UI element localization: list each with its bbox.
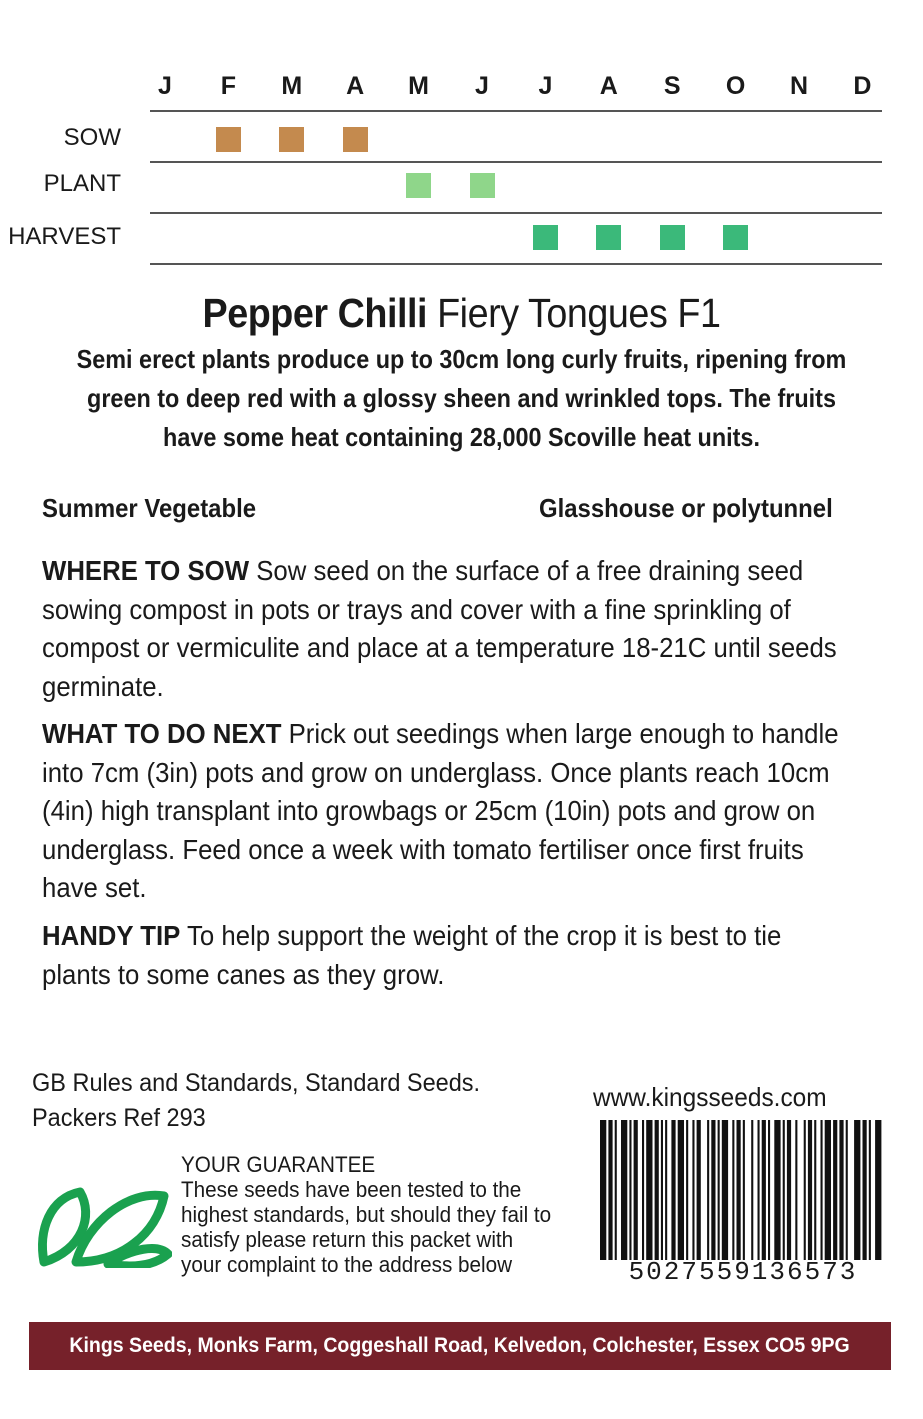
barcode-bar	[833, 1120, 837, 1260]
address-bar	[29, 1322, 891, 1370]
barcode-bar	[697, 1120, 701, 1260]
barcode-bar	[629, 1120, 631, 1260]
barcode-bar	[692, 1120, 694, 1260]
rules-and-ref	[32, 1066, 480, 1136]
what-to-do-next-text: Prick out seedings when large enough to handle into 7cm (3in) pots and grow on underglass. Once plants reach 10cm (4in) high transplant into growbags or 25cm (10in) pots and grow on underglass. Feed once a week with tomato fertiliser once first fruits have set.	[42, 718, 839, 903]
rules-line: GB Rules and Standards, Standard Seeds.	[32, 1069, 481, 1097]
guarantee-block	[181, 1152, 557, 1277]
sow-month-marker	[279, 127, 304, 152]
barcode-bar	[783, 1120, 785, 1260]
barcode-bar	[621, 1120, 627, 1260]
barcode-bar	[600, 1120, 606, 1260]
barcode-bar	[758, 1120, 760, 1260]
barcode-bar	[821, 1120, 823, 1260]
barcode-bar	[678, 1120, 684, 1260]
sow-month-marker	[216, 127, 241, 152]
month-label: S	[663, 72, 681, 100]
company-address: Kings Seeds, Monks Farm, Coggeshall Road, Kelvedon, Colchester, Essex CO5 9PG	[69, 1334, 851, 1357]
guarantee-text: These seeds have been tested to the highest standards, but should they fail to satisfy please return this packet with your complaint to the address below	[181, 1177, 552, 1277]
where-to-sow-heading: WHERE TO SOW	[42, 555, 250, 586]
calendar-row-label-plant: PLANT	[43, 170, 121, 197]
month-label: M	[281, 72, 303, 100]
barcode-bar	[743, 1120, 745, 1260]
barcode-bar	[732, 1120, 734, 1260]
barcode-bar	[869, 1120, 871, 1260]
barcode-bar	[634, 1120, 638, 1260]
month-label: F	[220, 72, 237, 100]
barcode-number: 5027559136573	[628, 1257, 858, 1287]
month-label: J	[538, 72, 553, 100]
barcode-bar	[646, 1120, 652, 1260]
where-to-sow-section	[42, 552, 852, 706]
handy-tip-heading: HANDY TIP	[42, 920, 181, 951]
what-to-do-next-section	[42, 715, 852, 908]
harvest-month-marker	[723, 225, 748, 250]
barcode-bar	[762, 1120, 766, 1260]
barcode-bar	[751, 1120, 753, 1260]
month-label: D	[853, 72, 872, 100]
handy-tip-section	[42, 917, 852, 994]
barcode-bar	[787, 1120, 791, 1260]
barcode-bar	[863, 1120, 867, 1260]
calendar-row-label-sow: SOW	[63, 124, 121, 151]
barcode-bar	[804, 1120, 806, 1260]
barcode	[596, 1120, 886, 1260]
month-label: J	[475, 72, 489, 100]
sow-month-marker	[343, 127, 368, 152]
product-variety: Fiery Tongues F1	[427, 290, 721, 336]
leaves-logo-icon	[36, 1178, 172, 1268]
harvest-month-marker	[660, 225, 685, 250]
sowing-calendar	[0, 0, 923, 280]
what-to-do-next-heading: WHAT TO DO NEXT	[42, 718, 282, 749]
barcode-bar	[671, 1120, 675, 1260]
growing-location: Glasshouse or polytunnel	[539, 493, 833, 523]
packers-ref: Packers Ref 293	[32, 1104, 206, 1132]
barcode-bar	[808, 1120, 812, 1260]
harvest-month-marker	[596, 225, 621, 250]
calendar-divider	[150, 263, 882, 265]
month-label: A	[346, 72, 365, 100]
plant-month-marker	[406, 173, 431, 198]
where-to-sow-text: Sow seed on the surface of a free draining seed sowing compost in pots or trays and cover with a fine sprinkling of compost or vermiculite and place at a temperature 18-21C until seeds germinate.	[42, 555, 837, 702]
barcode-bar	[768, 1120, 770, 1260]
barcode-bar	[774, 1120, 780, 1260]
barcode-bar	[825, 1120, 831, 1260]
month-label: J	[158, 72, 172, 100]
month-label: M	[408, 72, 429, 100]
barcode-bar	[795, 1120, 797, 1260]
website-link[interactable]: www.kingsseeds.com	[593, 1082, 827, 1112]
barcode-bar	[854, 1120, 860, 1260]
barcode-bar	[711, 1120, 715, 1260]
barcode-bar	[839, 1120, 843, 1260]
harvest-month-marker	[533, 225, 558, 250]
month-label: N	[789, 72, 809, 100]
product-name-bold: Pepper Chilli	[202, 290, 428, 336]
barcode-bar	[642, 1120, 644, 1260]
month-label: A	[599, 72, 618, 100]
product-description: Semi erect plants produce up to 30cm long curly fruits, ripening from green to deep red with a glossy sheen and wrinkled tops. The fruits have some heat containing 28,000 Scoville heat units.	[76, 344, 847, 452]
barcode-bar	[814, 1120, 816, 1260]
guarantee-title: YOUR GUARANTEE	[181, 1152, 376, 1177]
product-title	[37, 290, 886, 337]
barcode-bar	[737, 1120, 741, 1260]
barcode-bar	[718, 1120, 720, 1260]
barcode-bar	[655, 1120, 659, 1260]
barcode-bar	[875, 1120, 881, 1260]
product-category: Summer Vegetable	[42, 493, 257, 523]
calendar-divider	[150, 110, 882, 112]
barcode-bar	[661, 1120, 663, 1260]
calendar-row-label-harvest: HARVEST	[8, 223, 121, 250]
barcode-bar	[846, 1120, 848, 1260]
barcode-bar	[665, 1120, 667, 1260]
barcode-bar	[615, 1120, 617, 1260]
barcode-bar	[707, 1120, 709, 1260]
month-label: O	[725, 72, 746, 100]
barcode-bar	[608, 1120, 612, 1260]
handy-tip-text: To help support the weight of the crop it is best to tie plants to some canes as they grow.	[42, 920, 782, 990]
barcode-bar	[722, 1120, 728, 1260]
calendar-divider	[150, 212, 882, 214]
calendar-divider	[150, 161, 882, 163]
plant-month-marker	[470, 173, 495, 198]
barcode-bar	[686, 1120, 688, 1260]
